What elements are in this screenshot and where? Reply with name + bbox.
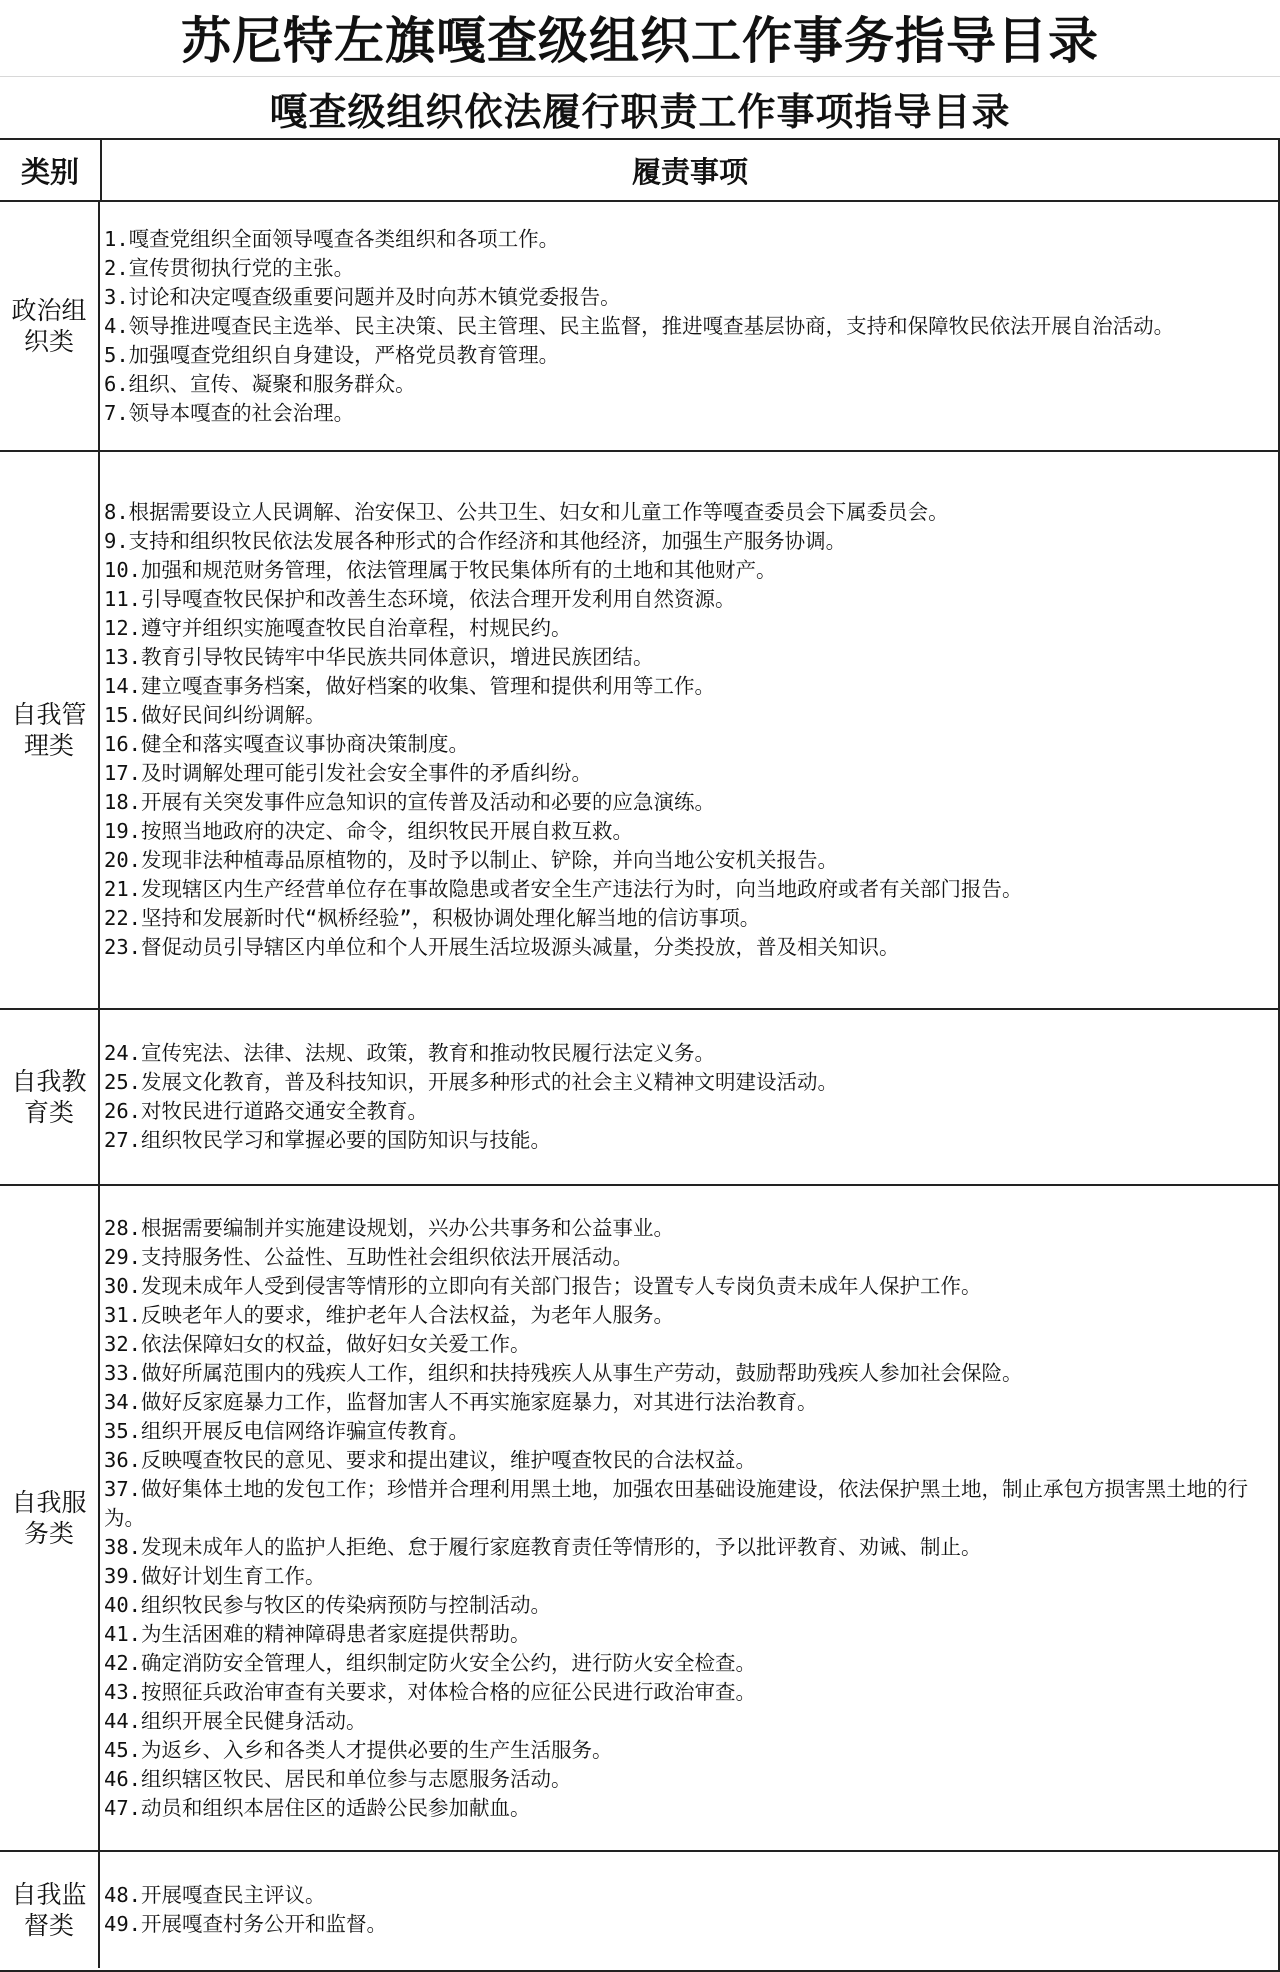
category-self-education: 自我教育类 [0,1010,100,1184]
list-item: 20.发现非法种植毒品原植物的，及时予以制止、铲除，并向当地公安机关报告。 [104,848,839,872]
category-self-management: 自我管理类 [0,452,100,1008]
list-item: 22.坚持和发展新时代“枫桥经验”，积极协调处理化解当地的信访事项。 [104,906,761,930]
list-item: 43.按照征兵政治审查有关要求，对体检合格的应征公民进行政治审查。 [104,1679,757,1704]
list-item: 28.根据需要编制并实施建设规划，兴办公共事务和公益事业。 [104,1215,675,1240]
list-item: 29.支持服务性、公益性、互助性社会组织依法开展活动。 [104,1244,634,1269]
list-item: 4.领导推进嘎查民主选举、民主决策、民主管理、民主监督，推进嘎查基层协商，支持和保障牧民依法开展自治活动。 [104,313,1175,338]
row-political [0,202,1278,452]
list-item: 44.组织开展全民健身活动。 [104,1708,367,1733]
list-item: 36.反映嘎查牧民的意见、要求和提出建议，维护嘎查牧民的合法权益。 [104,1447,757,1472]
list-item: 19.按照当地政府的决定、命令，组织牧民开展自救互救。 [104,819,634,843]
list-item: 47.动员和组织本居住区的适龄公民参加献血。 [104,1795,531,1820]
list-item: 13.教育引导牧民铸牢中华民族共同体意识，增进民族团结。 [104,645,654,669]
list-item: 42.确定消防安全管理人，组织制定防火安全公约，进行防火安全检查。 [104,1650,757,1675]
list-item: 10.加强和规范财务管理，依法管理属于牧民集体所有的土地和其他财产。 [104,558,777,582]
list-item: 30.发现未成年人受到侵害等情形的立即向有关部门报告；设置专人专岗负责未成年人保护工作。 [104,1273,982,1298]
list-item: 14.建立嘎查事务档案，做好档案的收集、管理和提供利用等工作。 [104,674,716,698]
list-item: 37.做好集体土地的发包工作；珍惜并合理利用黑土地，加强农田基础设施建设，依法保护黑土地，制止承包方损害黑土地的行为。 [104,1476,1249,1530]
list-item: 12.遵守并组织实施嘎查牧民自治章程，村规民约。 [104,616,572,640]
list-item: 6.组织、宣传、凝聚和服务群众。 [104,371,416,396]
list-item: 38.发现未成年人的监护人拒绝、怠于履行家庭教育责任等情形的，予以批评教育、劝诫、制止。 [104,1534,982,1559]
list-item: 32.依法保障妇女的权益，做好妇女关爱工作。 [104,1331,531,1356]
list-item: 21.发现辖区内生产经营单位存在事故隐患或者安全生产违法行为时，向当地政府或者有关部门报告。 [104,877,1023,901]
list-item: 26.对牧民进行道路交通安全教育。 [104,1099,429,1123]
list-item: 3.讨论和决定嘎查级重要问题并及时向苏木镇党委报告。 [104,284,621,309]
list-item: 16.健全和落实嘎查议事协商决策制度。 [104,732,470,756]
main-title: 苏尼特左旗嘎查级组织工作事务指导目录 [181,11,1099,70]
list-item: 23.督促动员引导辖区内单位和个人开展生活垃圾源头减量，分类投放，普及相关知识。 [104,935,900,959]
list-item: 8.根据需要设立人民调解、治安保卫、公共卫生、妇女和儿童工作等嘎查委员会下属委员会。 [104,500,949,524]
duties-table [0,138,1280,1972]
list-item: 1.嘎查党组织全面领导嘎查各类组织和各项工作。 [104,226,560,251]
list-item: 33.做好所属范围内的残疾人工作，组织和扶持残疾人从事生产劳动，鼓励帮助残疾人参加社会保险。 [104,1360,1023,1385]
items-political [104,202,1272,450]
items-self-education [104,1010,1272,1184]
list-item: 31.反映老年人的要求，维护老年人合法权益，为老年人服务。 [104,1302,675,1327]
list-item: 17.及时调解处理可能引发社会安全事件的矛盾纠纷。 [104,761,593,785]
category-self-service: 自我服务类 [0,1186,100,1850]
list-item: 11.引导嘎查牧民保护和改善生态环境，依法合理开发利用自然资源。 [104,587,736,611]
list-item: 35.组织开展反电信网络诈骗宣传教育。 [104,1418,470,1443]
row-self-supervision [0,1852,1278,1968]
category-self-supervision: 自我监督类 [0,1852,100,1968]
list-item: 24.宣传宪法、法律、法规、政策，教育和推动牧民履行法定义务。 [104,1041,716,1065]
list-item: 34.做好反家庭暴力工作，监督加害人不再实施家庭暴力，对其进行法治教育。 [104,1389,818,1414]
list-item: 46.组织辖区牧民、居民和单位参与志愿服务活动。 [104,1766,572,1791]
list-item: 27.组织牧民学习和掌握必要的国防知识与技能。 [104,1128,552,1152]
row-self-management [0,452,1278,1010]
row-self-education [0,1010,1278,1186]
subtitle: 嘎查级组织依法履行职责工作事项指导目录 [0,76,1280,139]
list-item: 9.支持和组织牧民依法发展各种形式的合作经济和其他经济，加强生产服务协调。 [104,529,847,553]
list-item: 15.做好民间纠纷调解。 [104,703,326,727]
list-item: 18.开展有关突发事件应急知识的宣传普及活动和必要的应急演练。 [104,790,716,814]
list-item: 25.发展文化教育，普及科技知识，开展多种形式的社会主义精神文明建设活动。 [104,1070,839,1094]
list-item: 49.开展嘎查村务公开和监督。 [104,1912,388,1936]
header-items: 履责事项 [102,140,1278,202]
header-category: 类别 [0,140,102,202]
list-item: 7.领导本嘎查的社会治理。 [104,400,355,425]
items-self-supervision [104,1852,1272,1968]
list-item: 41.为生活困难的精神障碍患者家庭提供帮助。 [104,1621,531,1646]
row-self-service [0,1186,1278,1852]
items-self-service [104,1186,1272,1850]
items-self-management [104,452,1272,1008]
list-item: 39.做好计划生育工作。 [104,1563,326,1588]
list-item: 45.为返乡、入乡和各类人才提供必要的生产生活服务。 [104,1737,613,1762]
list-item: 5.加强嘎查党组织自身建设，严格党员教育管理。 [104,342,560,367]
list-item: 40.组织牧民参与牧区的传染病预防与控制活动。 [104,1592,552,1617]
list-item: 48.开展嘎查民主评议。 [104,1883,326,1907]
list-item: 2.宣传贯彻执行党的主张。 [104,255,355,280]
category-political: 政治组织类 [0,202,100,450]
